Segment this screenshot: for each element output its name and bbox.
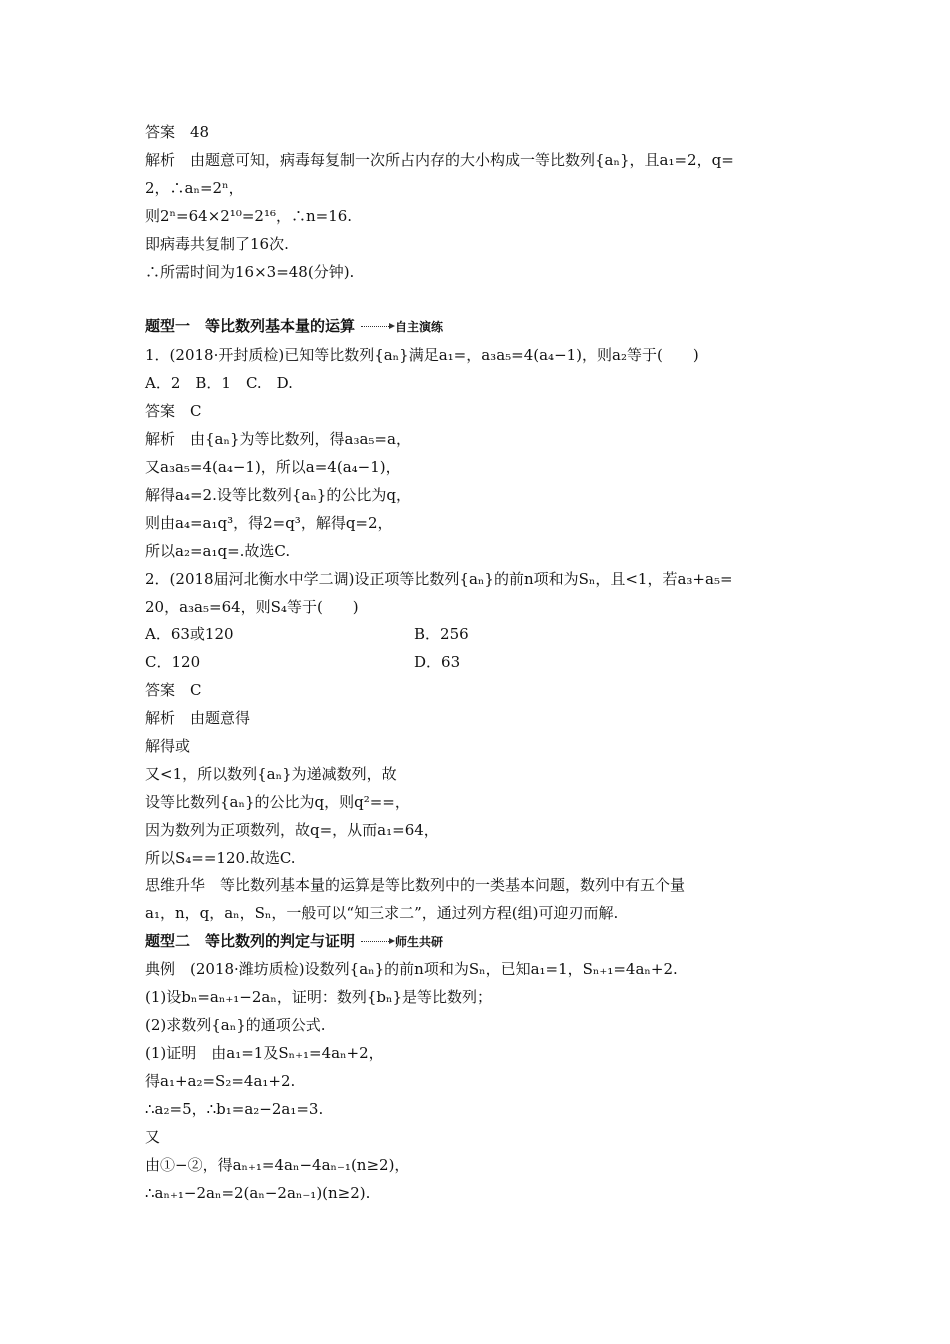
solution-line: 解析 由{aₙ}为等比数列，得a₃a₅=a， — [145, 430, 411, 448]
solution-line: 设等比数列{aₙ}的公比为q，则q²==， — [145, 793, 410, 811]
proof-line: (1)证明 由a₁=1及Sₙ₊₁=4aₙ+2， — [145, 1044, 384, 1062]
example-line: (1)设bₙ=aₙ₊₁−2aₙ，证明：数列{bₙ}是等比数列； — [145, 988, 492, 1006]
proof-line: 得a₁+a₂=S₂=4a₁+2. — [145, 1072, 296, 1090]
question-1-options: A．2 B．1 C. D. — [145, 374, 293, 392]
summary-line: 思维升华 等比数列基本量的运算是等比数列中的一类基本问题，数列中有五个量 — [145, 876, 686, 894]
section-tag: 自主演练 — [395, 320, 444, 334]
solution-line: 所以a₂=a₁q=.故选C. — [145, 542, 291, 560]
question-2: 2．(2018届河北衡水中学二调)设正项等比数列{aₙ}的前n项和为Sₙ，且<1，若a₃+a₅= — [145, 570, 733, 588]
solution-line: 解析 由题意得 — [145, 709, 251, 727]
summary-line: a₁，n，q，aₙ，Sₙ，一般可以“知三求二”，通过列方程(组)可迎刃而解. — [145, 904, 619, 922]
section-title: 题型二 等比数列的判定与证明 — [145, 932, 356, 950]
dotted-arrow-icon — [361, 941, 393, 943]
proof-line: 由①−②，得aₙ₊₁=4aₙ−4aₙ₋₁(n≥2)， — [145, 1156, 410, 1174]
dotted-arrow-icon — [361, 326, 393, 328]
option-b: B．256 — [414, 625, 469, 643]
answer-line: 答案 48 — [145, 123, 210, 141]
example-line: 典例 (2018·潍坊质检)设数列{aₙ}的前n项和为Sₙ，已知a₁=1，Sₙ₊₁=4aₙ+2. — [145, 960, 678, 978]
answer-line: 答案 C — [145, 402, 202, 420]
solution-line: 解得或 — [145, 737, 191, 755]
solution-line: 2，∴aₙ=2ⁿ， — [145, 179, 244, 197]
solution-line: 解得a₄=2.设等比数列{aₙ}的公比为q， — [145, 486, 411, 504]
section-title: 题型一 等比数列基本量的运算 — [145, 317, 356, 335]
solution-line: 又<1，所以数列{aₙ}为递减数列，故 — [145, 765, 397, 783]
question-1: 1．(2018·开封质检)已知等比数列{aₙ}满足a₁=，a₃a₅=4(a₄−1)，则a₂等于( ) — [145, 346, 699, 364]
solution-line: 又a₃a₅=4(a₄−1)，所以a=4(a₄−1)， — [145, 458, 401, 476]
solution-line: 则由a₄=a₁q³，得2=q³，解得q=2， — [145, 514, 393, 532]
solution-line: 则2ⁿ=64×2¹⁰=2¹⁶，∴n=16. — [145, 207, 353, 225]
solution-line: 解析 由题意可知，病毒每复制一次所占内存的大小构成一等比数列{aₙ}，且a₁=2，q= — [145, 151, 734, 169]
proof-line: 又 — [145, 1128, 161, 1146]
proof-line: ∴a₂=5，∴b₁=a₂−2a₁=3. — [145, 1100, 324, 1118]
option-c: C．120 — [145, 653, 201, 671]
option-d: D．63 — [414, 653, 461, 671]
proof-line: ∴aₙ₊₁−2aₙ=2(aₙ−2aₙ₋₁)(n≥2). — [145, 1184, 371, 1202]
answer-line: 答案 C — [145, 681, 202, 699]
option-a: A．63或120 — [145, 625, 234, 643]
example-line: (2)求数列{aₙ}的通项公式. — [145, 1016, 326, 1034]
solution-line: 即病毒共复制了16次. — [145, 235, 289, 253]
solution-line: ∴所需时间为16×3=48(分钟). — [145, 263, 355, 281]
solution-line: 所以S₄==120.故选C. — [145, 849, 296, 867]
section-heading-2 — [145, 931, 443, 952]
section-heading-1 — [145, 316, 443, 337]
section-tag: 师生共研 — [395, 935, 444, 949]
solution-line: 因为数列为正项数列，故q=，从而a₁=64， — [145, 821, 439, 839]
question-2-cont: 20，a₃a₅=64，则S₄等于( ) — [145, 598, 359, 616]
